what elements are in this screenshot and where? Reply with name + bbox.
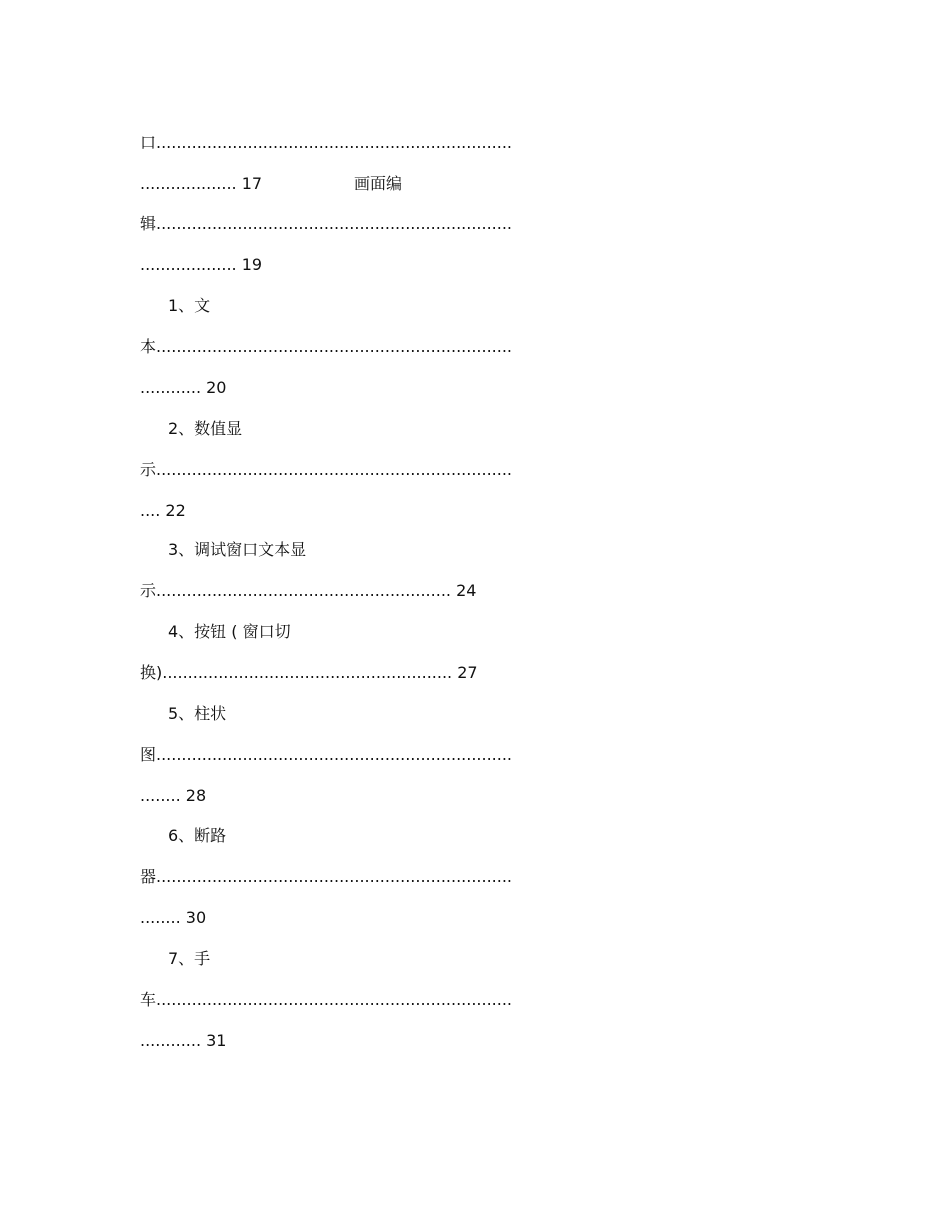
- toc-line: 示.......................................................... 24: [140, 581, 477, 600]
- toc-line: 口......................................................................: [140, 133, 513, 152]
- toc-entry-title: 2、数值显: [168, 419, 243, 438]
- toc-line: .... 22: [140, 501, 186, 520]
- toc-line: ............ 31: [140, 1031, 227, 1050]
- toc-line: 辑......................................................................: [140, 214, 513, 233]
- toc-line: ................... 17: [140, 174, 263, 193]
- toc-entry-title: 3、调试窗口文本显: [168, 540, 307, 559]
- toc-line: 器......................................................................: [140, 867, 513, 886]
- toc-entry-title: 5、柱状: [168, 704, 227, 723]
- toc-line: 图......................................................................: [140, 745, 513, 764]
- toc-entry-title: 7、手: [168, 949, 211, 968]
- toc-entry-title: 4、按钮 ( 窗口切: [168, 622, 291, 641]
- toc-line: ........ 30: [140, 908, 207, 927]
- toc-entry-title: 6、断路: [168, 826, 227, 845]
- toc-line: 本......................................................................: [140, 337, 513, 356]
- toc-section-heading: 画面编: [354, 174, 403, 193]
- toc-line: 示......................................................................: [140, 460, 513, 479]
- toc-line: ............ 20: [140, 378, 227, 397]
- toc-line: ........ 28: [140, 786, 207, 805]
- toc-entry-title: 1、文: [168, 296, 211, 315]
- toc-line: ................... 19: [140, 255, 263, 274]
- toc-line: 换)......................................................... 27: [140, 663, 478, 682]
- toc-line: 车......................................................................: [140, 990, 513, 1009]
